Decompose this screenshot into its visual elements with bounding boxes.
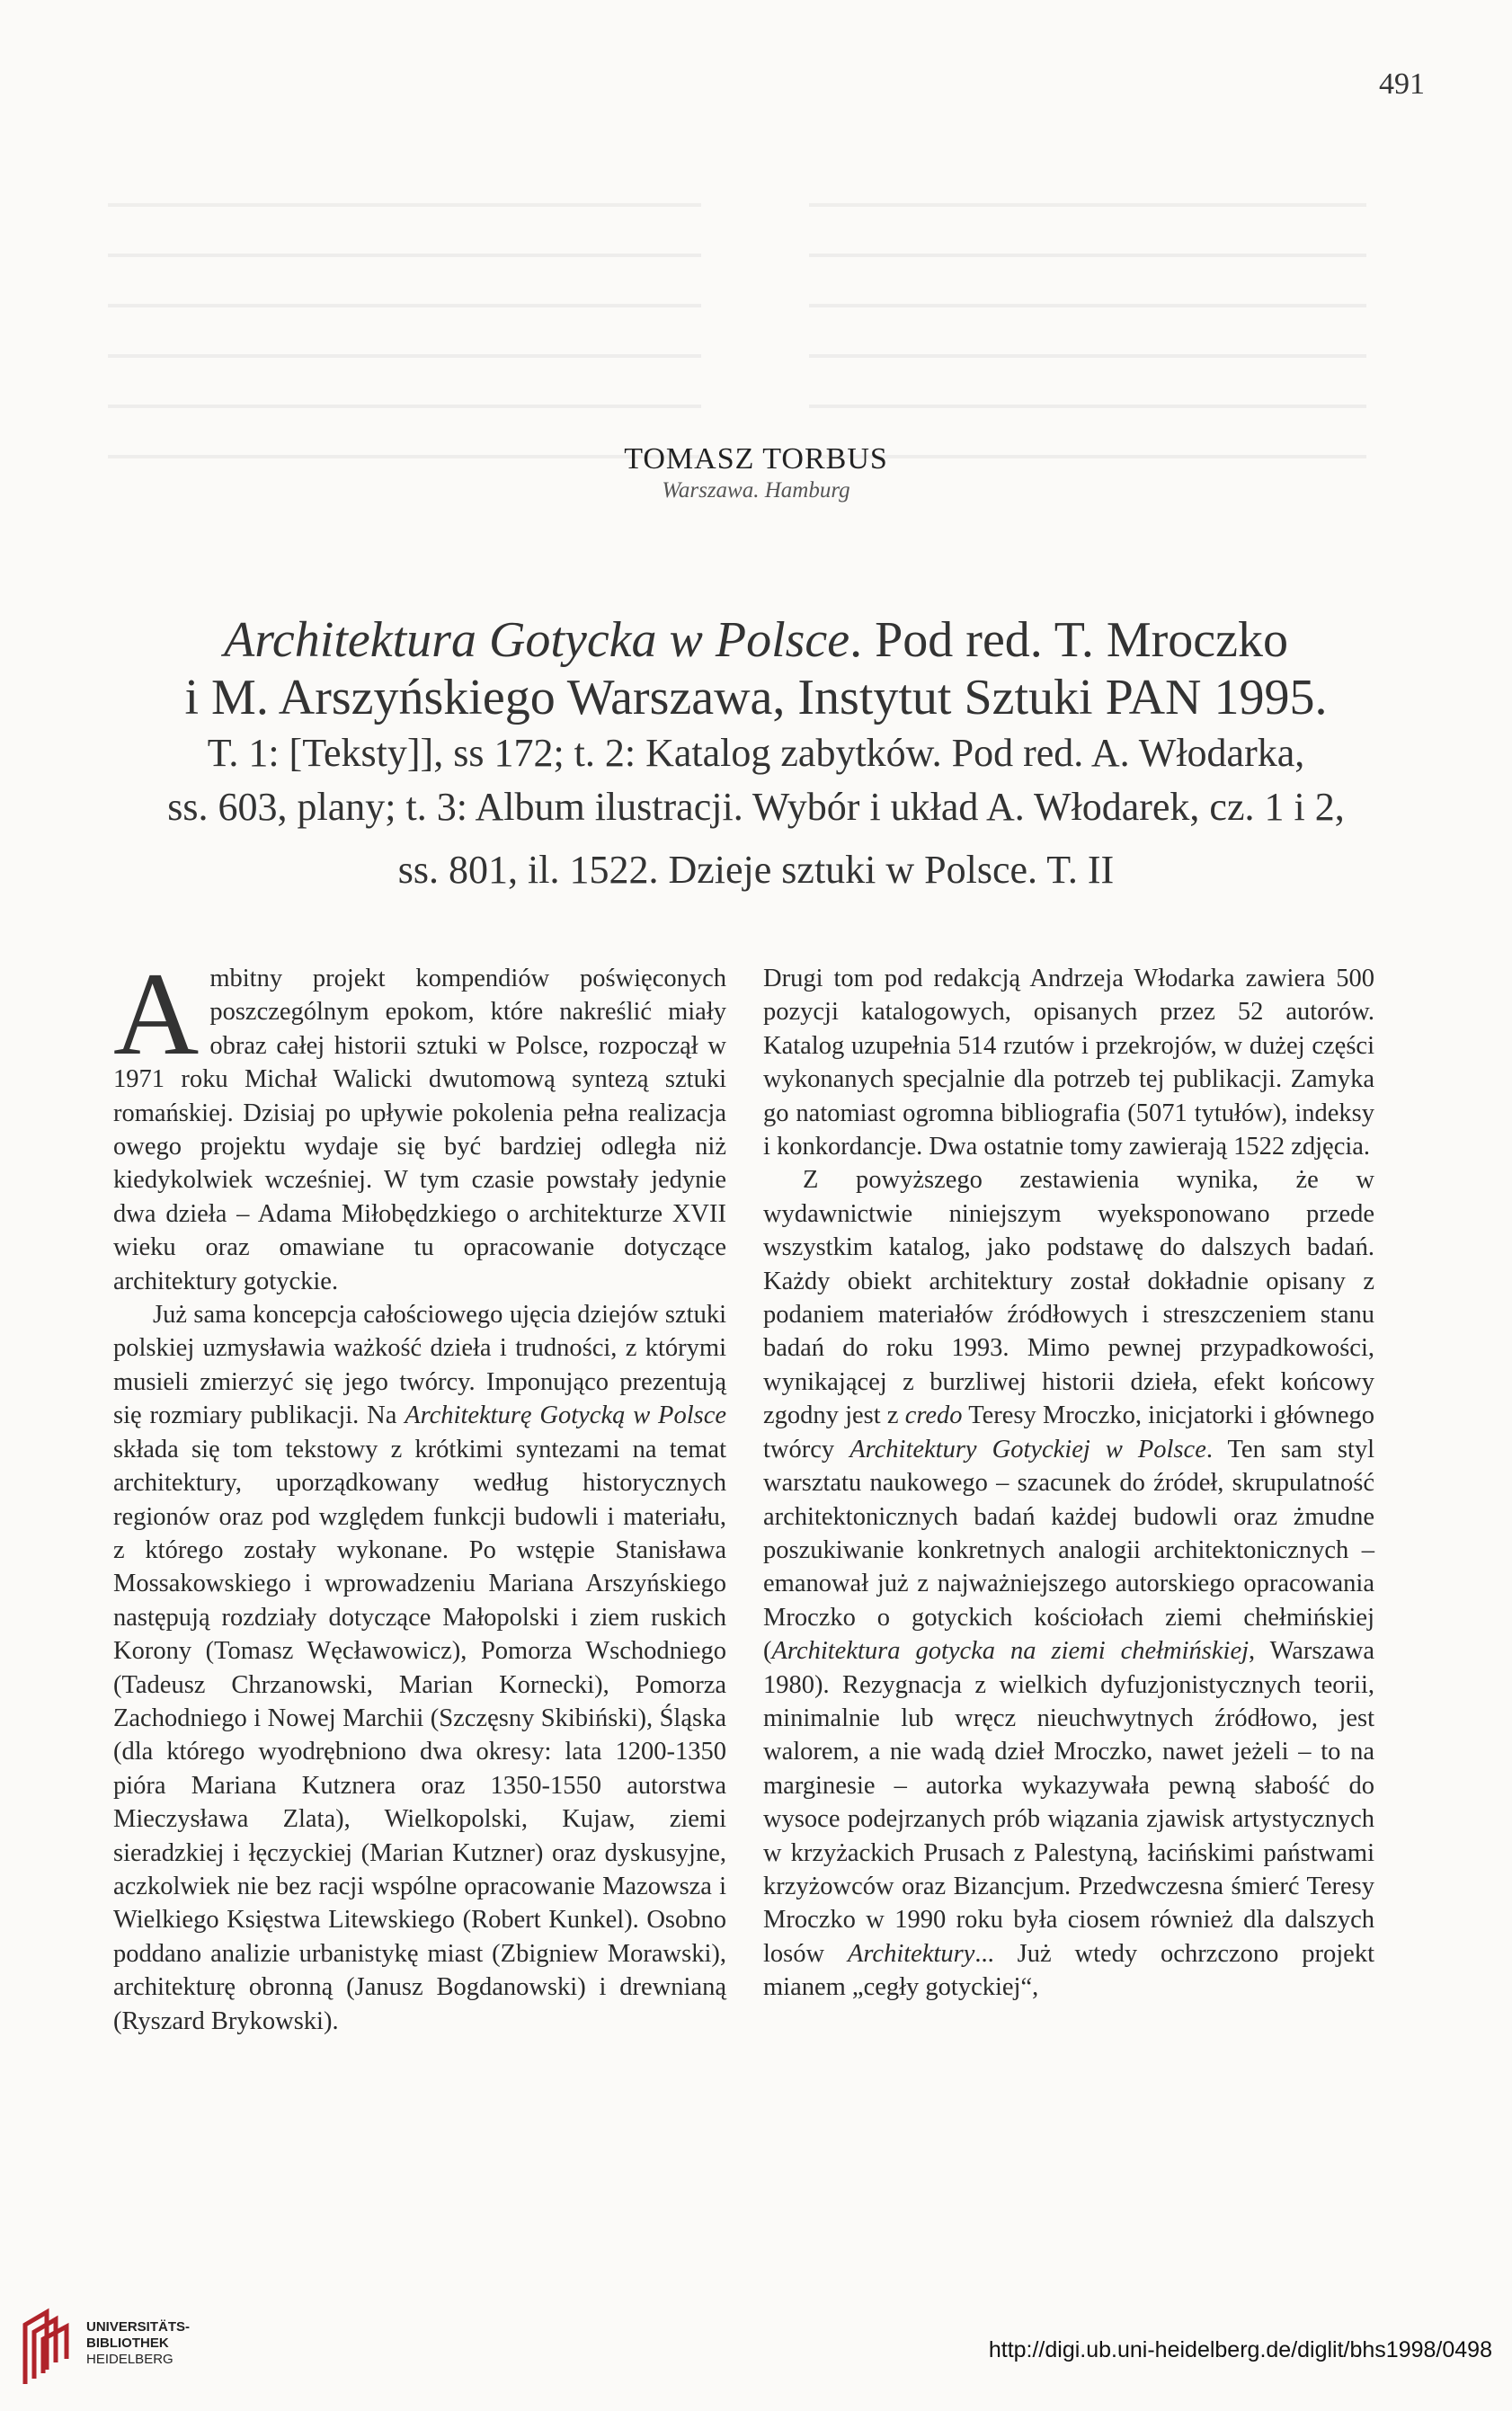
library-name-line-2: BIBLIOTHEK bbox=[86, 2335, 169, 2351]
left-paragraph-1-text: mbitny projekt kompendiów poświęconych poszczególnym epokom, które nakreślić miały obraz całej historii sztuki w Polsce, rozpoczął w 1971 roku Michał Walicki dwutomową syntezą sztuki romańskiej. Dzisiaj po upływie pokolenia pełna realizacja owego projektu wydaje się być bardziej odległa niż kiedykolwiek wcześniej. W tym czasie powstały jedynie dwa dzieła – Adama Miłobędzkiego o architekturze XVII wieku oraz omawiane tu opracowanie dotyczące architektury gotyckie. bbox=[113, 965, 726, 1295]
right-p2-c: . Ten sam styl warsztatu naukowego – szacunek do źródeł, skrupulatność architektonicznych badań każdej budowli oraz żmudne poszukiwanie konkretnych analogii architektonicznych – emanował już z najważniejszego autorskiego opracowania Mroczko o gotyckich kościołach ziemi chełmińskiej ( bbox=[763, 1435, 1374, 1666]
title-line-4: ss. 603, plany; t. 3: Album ilustracji. Wybór i układ A. Włodarek, cz. 1 i 2, bbox=[167, 785, 1345, 829]
left-paragraph-1 bbox=[113, 947, 726, 1298]
right-p2-a: Z powyższego zestawienia wynika, że w wydawnictwie niniejszym wyeksponowano przede wszystkim katalog, jako podstawę do dalszych badań. Każdy obiekt architektury został dokładnie opisany z podaniem materiałów źródłowych i streszczeniem stanu badań do roku 1993. Mimo pewnej przypadkowości, wynikającej z burzliwej historii dzieła, efekt końcowy zgodny jest z bbox=[763, 1166, 1374, 1430]
right-p2-italic-2: Architektury Gotyckiej w Polsce bbox=[849, 1435, 1206, 1464]
title-line-3: T. 1: [Teksty]], ss 172; t. 2: Katalog zabytków. Pod red. A. Włodarka, bbox=[207, 731, 1305, 775]
right-p2-italic-3: Architektura gotycka na ziemi chełmińskiej bbox=[771, 1637, 1250, 1666]
author-affiliation: Warszawa. Hamburg bbox=[662, 478, 850, 503]
title-line-1 bbox=[99, 611, 1413, 669]
footer bbox=[0, 2301, 1512, 2411]
right-paragraph-2 bbox=[763, 1163, 1374, 2004]
right-column bbox=[763, 962, 1374, 2005]
author-name: TOMASZ TORBUS bbox=[624, 442, 888, 476]
right-paragraph-1: Drugi tom pod redakcją Andrzeja Włodarka zawiera 500 pozycji katalogowych, opisanych przez 52 autorów. Katalog uzupełnia 514 rzutów i przekrojów, w dużej części wykonanych specjalnie dla potrzeb tej publikacji. Zamyka go natomiast ogromna bibliografia (5071 tytułów), indeksy i konkordancje. Dwa ostatnie tomy zawierają 1522 zdjęcia. bbox=[763, 965, 1374, 1161]
library-logo-icon bbox=[20, 2307, 74, 2388]
left-column bbox=[113, 947, 726, 2038]
library-name bbox=[86, 2319, 190, 2368]
review-title bbox=[99, 611, 1413, 897]
title-line-1-rest: . Pod red. T. Mroczko bbox=[849, 612, 1288, 668]
right-p2-italic-4: Architektury bbox=[847, 1939, 975, 1968]
title-line-5: ss. 801, il. 1522. Dzieje sztuki w Polsce. T. II bbox=[397, 848, 1115, 892]
library-name-line-3: HEIDELBERG bbox=[86, 2352, 173, 2367]
right-p2-e: ... Już wtedy ochrzczono projekt mianem „cegły gotyckiej“, bbox=[763, 1939, 1374, 2002]
left-p2-italic: Architekturę Gotycką w Polsce bbox=[405, 1401, 726, 1430]
page-number: 491 bbox=[1379, 67, 1425, 101]
right-p2-italic-1: credo bbox=[904, 1401, 963, 1430]
bleed-through-text bbox=[108, 180, 1366, 449]
source-url-link[interactable]: http://digi.ub.uni-heidelberg.de/diglit/bhs1998/0498 bbox=[988, 2337, 1492, 2362]
left-p2-end: składa się tom tekstowy z krótkimi syntezami na temat architektury, uporządkowany według historycznych regionów oraz pod względem funkcji budowli i materiału, z którego zostały wykonane. Po wstępie Stanisława Mossakowskiego i wprowadzeniu Mariana Arszyńskiego następują rozdziały dotyczące Małopolski i ziem ruskich Korony (Tomasz Węcławowicz), Pomorza Wschodniego (Tadeusz Chrzanowski, Marian Kornecki), Pomorza Zachodniego i Nowej Marchii (Szczęsny Skibiński), Śląska (dla którego wyodrębniono dwa okresy: lata 1200-1350 pióra Mariana Kutznera oraz 1350-1550 autorstwa Mieczysława Zlata), Wielkopolski, Kujaw, ziemi sieradzkiej i łęczyckiej (Marian Kutzner) oraz dyskusyjne, aczkolwiek nie bez racji wspólne opracowanie Mazowsza i Wielkiego Księstwa Litewskiego (Robert Kunkel). Osobno poddano analizie urbanistykę miast (Zbigniew Morawski), architekturę obronną (Janusz Bogdanowski) i drewnianą (Ryszard Brykowski). bbox=[113, 1435, 726, 2035]
title-line-2: i M. Arszyńskiego Warszawa, Instytut Sztuki PAN 1995. bbox=[184, 670, 1328, 725]
author-block bbox=[0, 442, 1512, 503]
drop-cap: A bbox=[113, 947, 200, 1080]
library-name-line-1: UNIVERSITÄTS- bbox=[86, 2319, 191, 2335]
left-paragraph-2 bbox=[113, 1298, 726, 2038]
right-p2-b: Teresy Mroczko, inicjatorki i głównego twórcy bbox=[763, 1401, 1374, 1464]
book-title-italic: Architektura Gotycka w Polsce bbox=[224, 612, 850, 668]
left-p2-start: Już sama koncepcja całościowego ujęcia dziejów sztuki polskiej uzmysławia ważkość dzieła i trudności, z którymi musieli zmierzyć się jego twórcy. Imponująco prezentują się rozmiary publikacji. Na bbox=[113, 1301, 726, 1430]
right-p2-d: , Warszawa 1980). Rezygnacja z wielkich dyfuzjonistycznych teorii, minimalnie lub wręcz nieuchwytnych źródłowo, jest walorem, a nie wadą dzieł Mroczko, nawet jeżeli – to na marginesie – autorka wykazywała pewną słabość do wysoce podejrzanych prób wiązania zjawisk artystycznych w krzyżackich Prusach z Palestyną, łacińskimi państwami krzyżowców oraz Bizancjum. Przedwczesna śmierć Teresy Mroczko w 1990 roku była ciosem również dla dalszych losów bbox=[763, 1637, 1374, 1968]
